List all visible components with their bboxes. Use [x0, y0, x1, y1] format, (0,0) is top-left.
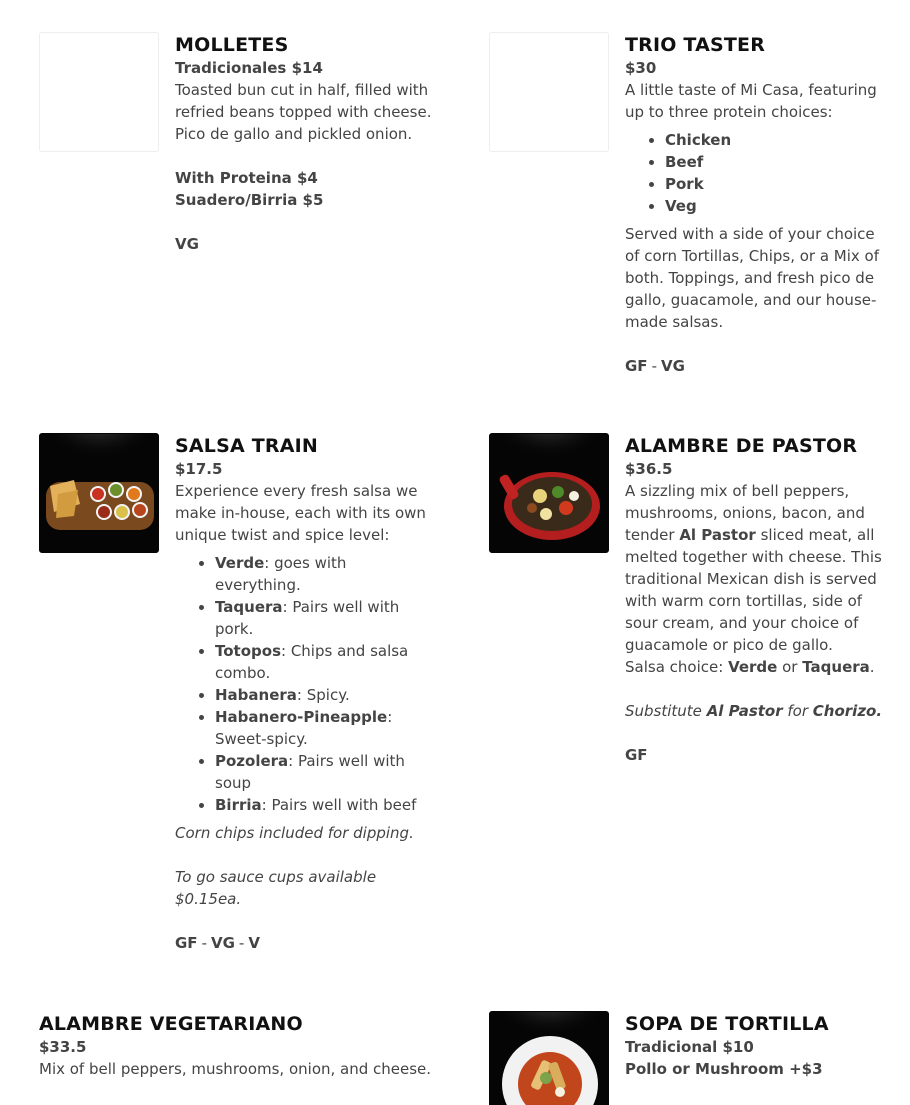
alambre-pastor-image [490, 434, 609, 553]
item-price: $17.5 [175, 460, 223, 478]
salsa-note: : Sweet-spicy. [215, 708, 393, 748]
item-title: ALAMBRE DE PASTOR [625, 435, 858, 457]
item-description-2: Pico de gallo and pickled onion. [175, 125, 413, 143]
salsa-note: : Pairs well with beef [261, 796, 417, 814]
item-description: A little taste of Mi Casa, featuring up to three protein choices: [625, 81, 877, 121]
salsa-name: Habanero-Pineapple [215, 708, 388, 726]
list-item: • Chicken [665, 129, 887, 151]
salsa-note: : Spicy. [296, 686, 350, 704]
tag-gf: GF [625, 357, 648, 375]
dietary-tags [175, 932, 435, 954]
sub-text: for [782, 702, 813, 720]
substitute-note [625, 700, 887, 722]
item-title: TRIO TASTER [625, 34, 766, 56]
item-description [625, 480, 887, 656]
salsa-name: Taquera [215, 598, 283, 616]
item-description: Mix of bell peppers, mushrooms, onion, and cheese. [39, 1060, 432, 1078]
desc-highlight: Al Pastor [679, 526, 756, 544]
list-item [215, 750, 435, 794]
item-description-2: Served with a side of your choice of corn Tortillas, Chips, or a Mix of both. Toppings, and fresh pico de gallo, guacamole, and our house-made salsas. [625, 225, 880, 331]
list-item [215, 706, 435, 750]
list-item: • Veg [665, 195, 887, 217]
list-item [215, 794, 435, 816]
tag-separator: - [238, 934, 245, 952]
salsa-choice-label: Salsa choice: [625, 658, 729, 676]
item-price: $36.5 [625, 460, 673, 478]
salsa-choice [625, 656, 887, 678]
desc-text: A sizzling mix of bell peppers, mushrooms, onions, bacon, and tender [625, 482, 865, 544]
item-price: Tradicional $10 [625, 1038, 754, 1056]
list-item: • Pork [665, 173, 887, 195]
salsa-train-image [40, 434, 159, 553]
item-description: Experience every fresh salsa we make in-house, each with its own unique twist and spice level: [175, 482, 426, 544]
suadero-addon: Suadero/Birria $5 [175, 191, 324, 209]
salsa-or: or [777, 658, 803, 676]
sub-text: Substitute [625, 702, 707, 720]
salsa-option: Taquera [802, 658, 870, 676]
salsa-list [175, 552, 435, 816]
item-description: Toasted bun cut in half, filled with refried beans topped with cheese. [175, 81, 432, 121]
salsa-note: : Pairs well with soup [215, 752, 405, 792]
salsa-name: Pozolera [215, 752, 289, 770]
salsa-name: Totopos [215, 642, 281, 660]
salsa-name: Verde [215, 554, 265, 572]
item-price: Tradicionales $14 [175, 59, 323, 77]
sub-highlight: Chorizo. [812, 702, 883, 720]
salsa-train-photo[interactable] [39, 433, 159, 553]
sopa-photo[interactable] [489, 1011, 609, 1105]
salsa-name: Habanera [215, 686, 297, 704]
item-price: $30 [625, 59, 657, 77]
dietary-tags [625, 355, 887, 377]
salsa-name: Birria [215, 796, 262, 814]
dietary-tags [175, 233, 435, 255]
salsa-note: : Pairs well with pork. [215, 598, 400, 638]
list-item [215, 684, 435, 706]
alambre-pastor-photo[interactable] [489, 433, 609, 553]
tag-vg: VG [175, 235, 199, 253]
tag-vg: VG [210, 934, 235, 952]
list-item [215, 596, 435, 640]
tag-gf: GF [625, 746, 648, 764]
dietary-tags [625, 744, 887, 766]
chips-note: Corn chips included for dipping. [175, 824, 414, 842]
sub-highlight: Al Pastor [706, 702, 783, 720]
protein-addon: With Proteina $4 [175, 169, 318, 187]
salsa-note: : Chips and salsa combo. [215, 642, 409, 682]
trio-taster-image-placeholder[interactable] [489, 32, 609, 152]
tag-separator: - [651, 357, 657, 375]
tag-separator: - [201, 934, 207, 952]
salsa-option: Verde [728, 658, 778, 676]
item-title: ALAMBRE VEGETARIANO [39, 1013, 303, 1035]
item-title: SOPA DE TORTILLA [625, 1013, 829, 1035]
molletes-image-placeholder[interactable] [39, 32, 159, 152]
to-go-note: To go sauce cups available $0.15ea. [175, 868, 377, 908]
protein-choice-list [625, 129, 887, 217]
salsa-end: . [869, 658, 875, 676]
item-price: $33.5 [39, 1038, 87, 1056]
tag-vg: VG [660, 357, 685, 375]
tag-gf: GF [175, 934, 198, 952]
item-title: MOLLETES [175, 34, 289, 56]
item-title: SALSA TRAIN [175, 435, 318, 457]
salsa-note: : goes with everything. [215, 554, 347, 594]
list-item: • Beef [665, 151, 887, 173]
desc-text: sliced meat, all melted together with cheese. This traditional Mexican dish is served with warm corn tortillas, side of sour cream, and your choice of guacamole or pico de gallo. [625, 526, 882, 654]
sopa-image [490, 1012, 609, 1105]
tag-v: V [248, 934, 260, 952]
list-item [215, 552, 435, 596]
list-item [215, 640, 435, 684]
item-price-addon: Pollo or Mushroom +$3 [625, 1060, 823, 1078]
